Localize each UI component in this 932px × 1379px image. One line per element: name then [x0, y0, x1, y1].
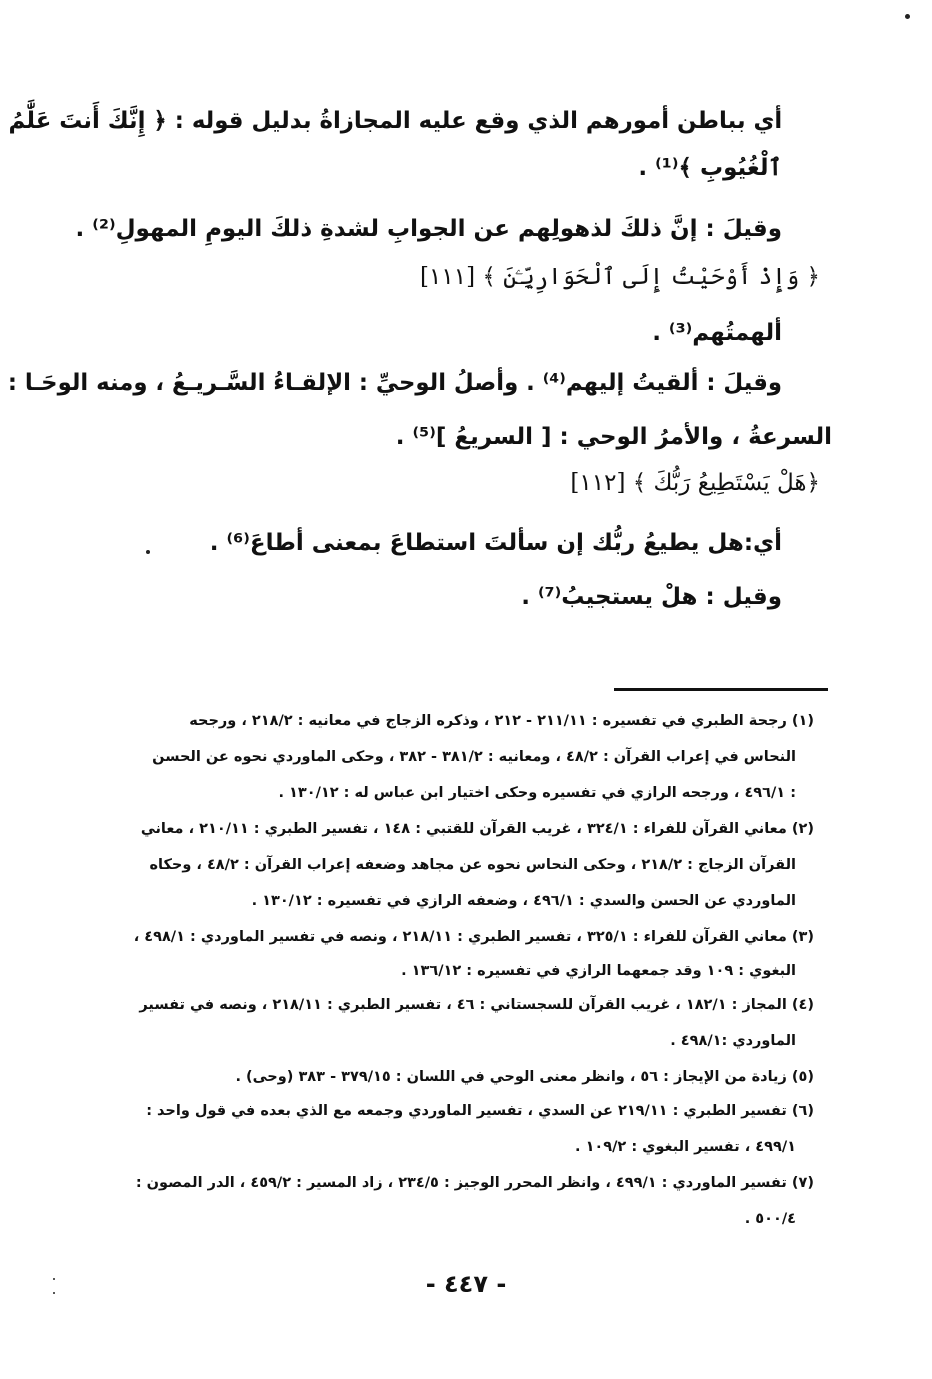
footnote-line: البغوي : ١٠٩ وقد جمعهما الرازي في تفسيره : ١٣٦/١٢ . — [401, 963, 796, 979]
main-line-6: وقيلَ : ألقيتُ إليهم⁽⁴⁾ . وأصلُ الوحيِّ : الإلقـاءُ السَّـريـعُ ، ومنه الوحَـا : — [7, 370, 782, 396]
footnote-line: : ٤٩٦/١ ، ورجحه الرازي في تفسيره وحكى اختيار ابن عباس له : ١٣٠/١٢ . — [278, 785, 796, 801]
main-line-3: وقيلَ : إنَّ ذلكَ لذهولِهم عن الجوابِ لشدةِ ذلكَ اليومِ المهولِ⁽²⁾ . — [75, 216, 782, 242]
main-line-5: ألهمتُهم⁽³⁾ . — [652, 320, 782, 346]
main-line-1: أي بباطن أمورهم الذي وقع عليه المجازاةُ بدليل قوله : ﴿ إِنَّكَ أَنتَ عَلَّٰمُ — [8, 108, 782, 134]
footnote-line: (٣) معاني القرآن للفراء : ٣٢٥/١ ، تفسير الطبري : ٢١٨/١١ ، ونصه في تفسير الماوردي : ٤٩٨/١ ، — [133, 929, 814, 945]
main-line-8: ﴿هَلْ يَسْتَطِيعُ رَبُّكَ ﴾ [١١٢] — [570, 470, 820, 496]
footnote-line: القرآن الزجاج : ٢١٨/٢ ، وحكى النحاس نحوه عن مجاهد وضعفه إعراب القرآن : ٤٨/٢ ، وحكاه — [149, 857, 796, 873]
main-line-10: وقيل : هلْ يستجيبُ⁽⁷⁾ . — [521, 584, 782, 610]
main-line-7: السرعةُ ، والأمرُ الوحي : [ السريعُ ]⁽⁵⁾ . — [395, 424, 832, 450]
footnote-line: (٥) زيادة من الإيجاز : ٥٦ ، وانظر معنى الوحي في اللسان : ٣٧٩/١٥ - ٣٨٣ (وحى) . — [235, 1069, 814, 1085]
page-number: - ٤٤٧ - — [425, 1270, 507, 1298]
scan-speck — [53, 1278, 55, 1280]
scan-speck — [905, 14, 910, 19]
footnote-line: الماوردي عن الحسن والسدي : ٤٩٦/١ ، وضعفه الرازي في تفسيره : ١٣٠/١٢ . — [251, 893, 796, 909]
footnote-line: النحاس في إعراب القرآن : ٤٨/٢ ، ومعانيه : ٣٨١/٢ - ٣٨٢ ، وحكى الماوردي نحوه عن الحسن — [152, 749, 796, 765]
footnote-line: (٦) تفسير الطبري : ٢١٩/١١ عن السدي ، تفسير الماوردي وجمعه مع الذي بعده في قول واحد : — [146, 1103, 814, 1119]
footnote-line: (٤) المجاز : ١٨٢/١ ، غريب القرآن للسجستاني : ٤٦ ، تفسير الطبري : ٢١٨/١١ ، ونصه في تفسير — [139, 997, 814, 1013]
footnote-line: (٢) معاني القرآن للفراء : ٣٢٤/١ ، غريب القرآن للقتبي : ١٤٨ ، تفسير الطبري : ٢١٠/١١ ، معاني — [140, 821, 814, 837]
main-line-4: ﴿ وَإِذْ أَوْحَيْتُ إِلَى ٱلْحَوَارِيِّـۧنَ ﴾ [١١١] — [420, 264, 820, 290]
footnote-line: ٤٩٩/١ ، تفسير البغوي : ١٠٩/٢ . — [575, 1139, 796, 1155]
footnote-line: ٥٠٠/٤ . — [744, 1211, 796, 1227]
footnote-line: (٧) تفسير الماوردي : ٤٩٩/١ ، وانظر المحرر الوجيز : ٢٣٤/٥ ، زاد المسير : ٤٥٩/٢ ، الدر المصون : — [135, 1175, 814, 1191]
scan-speck — [146, 550, 150, 554]
footnote-line: (١) رجحة الطبري في تفسيره : ٢١١/١١ - ٢١٢ ، وذكره الزجاج في معانيه : ٢١٨/٢ ، ورجحه — [189, 713, 814, 729]
main-line-9: أي:هل يطيعُ ربُّك إن سألتَ استطاعَ بمعنى أطاعَ⁽⁶⁾ . — [209, 530, 782, 556]
scan-speck — [53, 1292, 55, 1294]
main-line-2: ٱلْغُيُوبِ ﴾⁽¹⁾ . — [638, 155, 782, 181]
footnote-line: الماوردي :٤٩٨/١ . — [670, 1033, 796, 1049]
footnote-separator — [614, 688, 828, 691]
